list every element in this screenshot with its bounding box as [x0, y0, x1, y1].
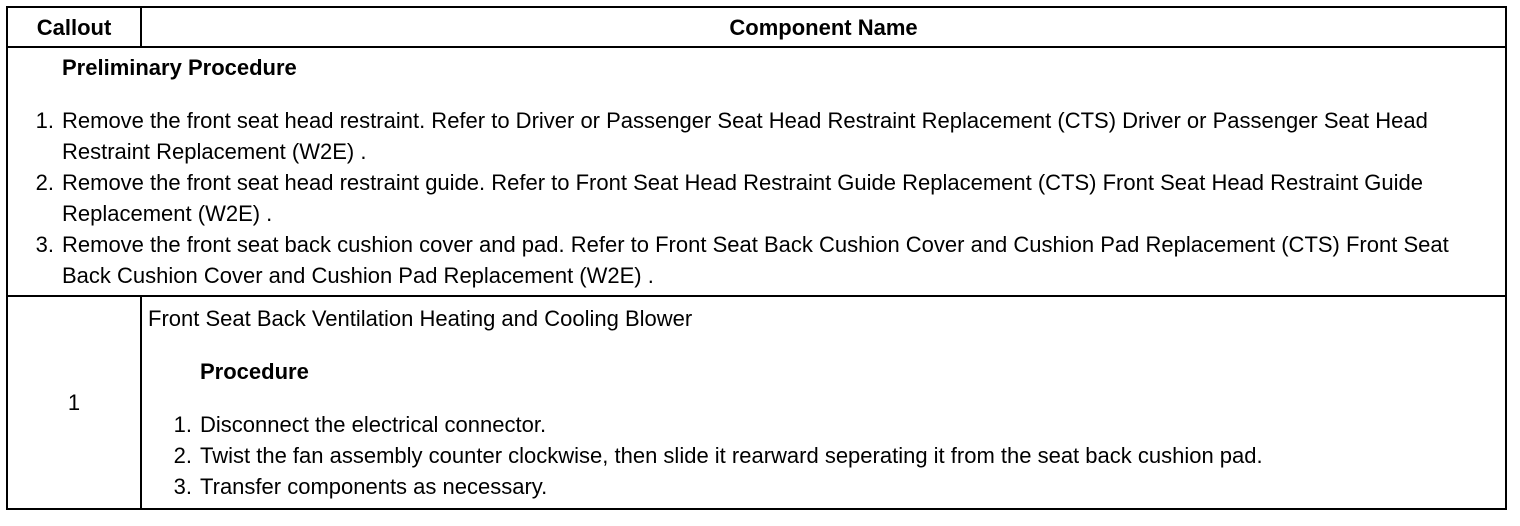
procedure-heading: Procedure [200, 359, 309, 384]
preliminary-step [20, 105, 1497, 167]
component-cell [141, 296, 1506, 509]
step-number: 1. [35, 108, 54, 133]
step-text: Remove the front seat head restraint guide. Refer to Front Seat Head Restraint Guide Replacement (CTS) Front Seat Head Restraint Guide Replacement (W2E) . [62, 170, 1424, 226]
spacer [20, 83, 1497, 105]
preliminary-step [20, 167, 1497, 229]
procedure-table [6, 6, 1507, 510]
preliminary-heading: Preliminary Procedure [62, 55, 297, 80]
preliminary-cell [7, 47, 1506, 296]
step-text: Remove the front seat back cushion cover and pad. Refer to Front Seat Back Cushion Cover and Cushion Pad Replacement (CTS) Front Seat Back Cushion Cover and Cushion Pad Replacement (W2E) . [62, 232, 1449, 288]
step-number: 2. [35, 170, 54, 195]
step-number: 2. [173, 443, 192, 468]
preliminary-steps [20, 105, 1497, 291]
header-row [7, 7, 1506, 47]
spacer [148, 334, 1497, 356]
component-name-header: Component Name [141, 7, 1506, 47]
component-row [7, 296, 1506, 509]
component-name: Front Seat Back Ventilation Heating and Cooling Blower [148, 306, 693, 331]
preliminary-step [20, 229, 1497, 291]
step-number: 1. [173, 412, 192, 437]
step-text: Transfer components as necessary. [200, 474, 548, 499]
step-number: 3. [35, 232, 54, 257]
procedure-step [162, 471, 1497, 502]
spacer [148, 387, 1497, 409]
step-text: Twist the fan assembly counter clockwise, then slide it rearward seperating it from the seat back cushion pad. [200, 443, 1263, 468]
step-number: 3. [173, 474, 192, 499]
procedure-step [162, 440, 1497, 471]
callout-cell: 1 [7, 296, 141, 509]
callout-header: Callout [7, 7, 141, 47]
procedure-step [162, 409, 1497, 440]
preliminary-row [7, 47, 1506, 296]
step-text: Remove the front seat head restraint. Refer to Driver or Passenger Seat Head Restraint Replacement (CTS) Driver or Passenger Seat Head Restraint Replacement (W2E) . [62, 108, 1428, 164]
step-text: Disconnect the electrical connector. [200, 412, 547, 437]
procedure-steps [162, 409, 1497, 502]
